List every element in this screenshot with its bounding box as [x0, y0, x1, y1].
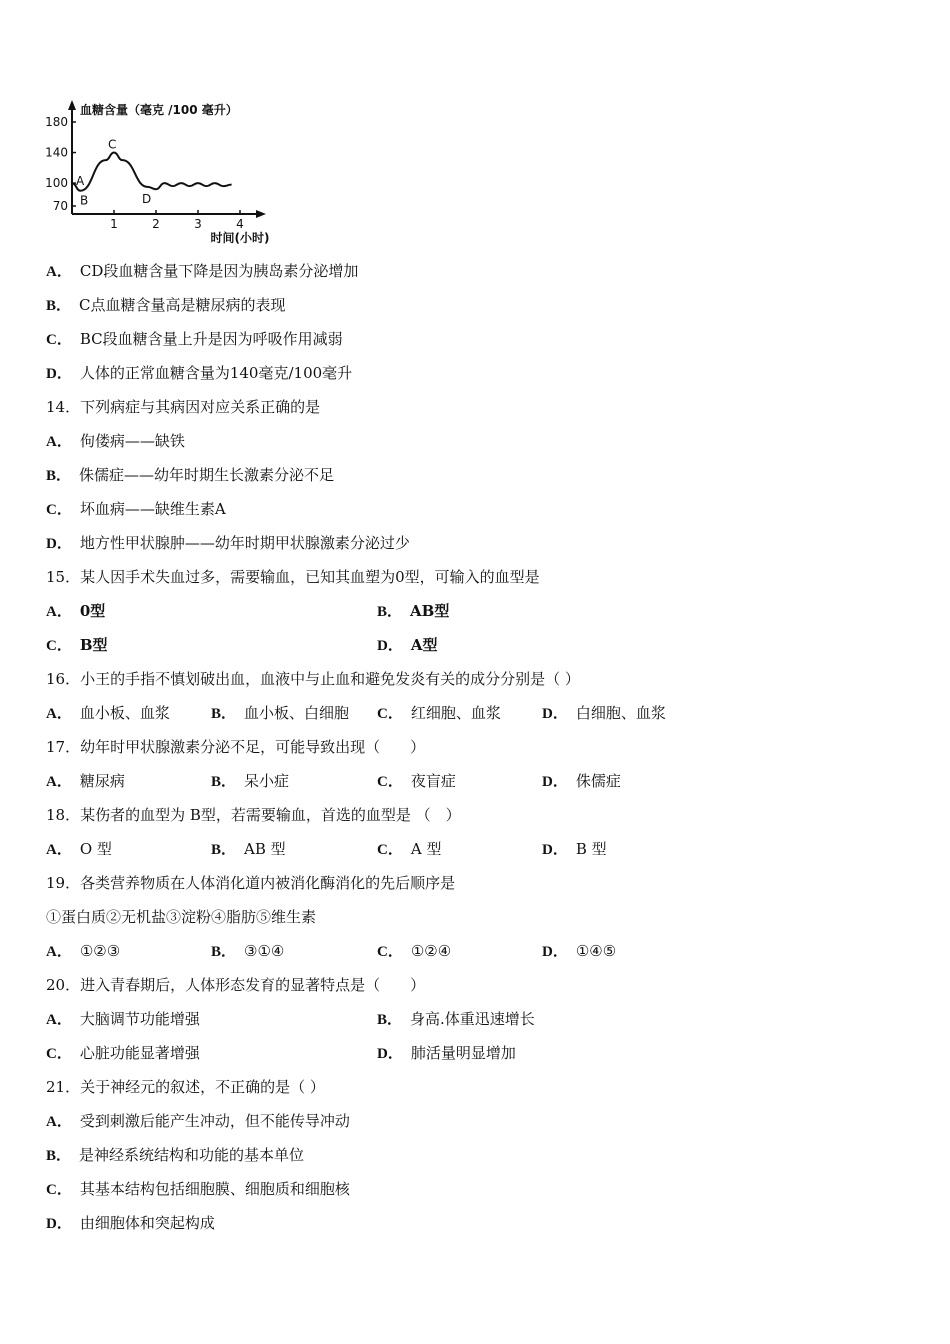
point-label-b: B: [80, 193, 89, 208]
option-text: BC段血糖含量上升是因为呼吸作用减弱: [79, 330, 343, 348]
q20-stem: 20．进入青春期后，人体形态发育的显著特点是（ ）: [46, 976, 426, 994]
option-label: C．: [377, 944, 403, 960]
option-text: ①④⑤: [575, 942, 617, 960]
option-text: 糖尿病: [79, 772, 125, 790]
q21-option-c[interactable]: [46, 1179, 350, 1200]
option-text: 血小板、血浆: [79, 704, 170, 722]
option-label: D．: [377, 638, 403, 654]
q13-option-a[interactable]: [46, 261, 358, 282]
q17-option-d[interactable]: [542, 771, 621, 792]
option-label: C．: [46, 638, 72, 654]
option-text: AB型: [410, 602, 450, 620]
q19-option-c[interactable]: [377, 941, 451, 962]
option-text: 肺活量明显增加: [410, 1044, 516, 1062]
option-label: D．: [542, 842, 568, 858]
q14-option-a[interactable]: [46, 431, 185, 452]
q19-option-d[interactable]: [542, 941, 616, 962]
q16-option-b[interactable]: [211, 703, 349, 724]
option-text: A 型: [410, 840, 442, 858]
option-label: A．: [46, 264, 72, 280]
option-label: A．: [46, 774, 72, 790]
q19-stem: 19．各类营养物质在人体消化道内被消化酶消化的先后顺序是: [46, 874, 456, 892]
option-label: B．: [211, 706, 237, 722]
y-axis-arrow: [68, 100, 76, 110]
option-label: B．: [377, 604, 403, 620]
q13-option-b[interactable]: [46, 295, 286, 316]
option-text: 红细胞、血浆: [410, 704, 501, 722]
option-label: B．: [46, 1148, 72, 1164]
point-label-c: C: [108, 137, 117, 152]
option-text: 侏儒症: [575, 772, 621, 790]
x-tick-label: 1: [110, 217, 118, 231]
option-text: A型: [410, 636, 438, 654]
option-label: D．: [46, 1216, 72, 1232]
option-text: ③①④: [244, 942, 285, 960]
q20-option-d[interactable]: [377, 1043, 516, 1064]
option-text: AB 型: [244, 840, 286, 858]
option-text: O 型: [79, 840, 112, 858]
x-tick-label: 3: [194, 217, 202, 231]
x-axis-arrow: [256, 210, 266, 218]
q20-option-a[interactable]: [46, 1009, 200, 1030]
option-text: 白细胞、血浆: [575, 704, 666, 722]
option-label: D．: [377, 1046, 403, 1062]
option-text: 呆小症: [244, 772, 290, 790]
option-label: A．: [46, 706, 72, 722]
q21-stem: 21．关于神经元的叙述，不正确的是（ ）: [46, 1078, 325, 1096]
x-tick-label: 2: [152, 217, 160, 231]
q17-option-b[interactable]: [211, 771, 289, 792]
q21-option-b[interactable]: [46, 1145, 304, 1166]
q16-option-d[interactable]: [542, 703, 666, 724]
q15-option-c[interactable]: [46, 635, 108, 656]
option-label: A．: [46, 944, 72, 960]
option-text: 地方性甲状腺肿——幼年时期甲状腺激素分泌过少: [79, 534, 410, 552]
q16-stem: 16．小王的手指不慎划破出血，血液中与止血和避免发炎有关的成分分别是（ ）: [46, 670, 580, 688]
option-text: C点血糖含量高是糖尿病的表现: [79, 296, 286, 314]
y-tick-label: 180: [45, 115, 68, 129]
blood-sugar-line: [72, 153, 232, 191]
y-tick-label: 100: [45, 176, 68, 191]
q20-option-b[interactable]: [377, 1009, 535, 1030]
option-text: 佝偻病——缺铁: [79, 432, 185, 450]
q15-option-d[interactable]: [377, 635, 437, 656]
q16-option-a[interactable]: [46, 703, 170, 724]
option-label: D．: [46, 366, 72, 382]
option-text: B型: [79, 636, 108, 654]
option-label: D．: [542, 944, 568, 960]
option-label: B．: [211, 774, 237, 790]
option-label: C．: [377, 842, 403, 858]
option-text: 血小板、白细胞: [244, 704, 350, 722]
q18-stem: 18．某伤者的血型为 B型，若需要输血，首选的血型是 （ ）: [46, 806, 461, 824]
q17-stem: 17．幼年时甲状腺激素分泌不足，可能导致出现（ ）: [46, 738, 426, 756]
q14-option-b[interactable]: [46, 465, 334, 486]
option-label: B．: [211, 944, 237, 960]
option-text: ①②④: [410, 942, 452, 960]
option-label: C．: [46, 1182, 72, 1198]
q14-option-c[interactable]: [46, 499, 226, 520]
option-label: D．: [542, 706, 568, 722]
option-text: 受到刺激后能产生冲动，但不能传导冲动: [79, 1112, 350, 1130]
option-label: A．: [46, 1114, 72, 1130]
q21-option-d[interactable]: [46, 1213, 215, 1234]
q18-option-a[interactable]: [46, 839, 112, 860]
y-tick-label: 70: [52, 199, 68, 213]
option-label: A．: [46, 1012, 72, 1028]
option-label: B．: [211, 842, 237, 858]
option-label: D．: [542, 774, 568, 790]
option-label: B．: [377, 1012, 403, 1028]
option-text: 心脏功能显著增强: [79, 1044, 200, 1062]
point-label-d: D: [142, 192, 152, 207]
option-text: 夜盲症: [410, 772, 456, 790]
q17-option-a[interactable]: [46, 771, 125, 792]
q18-option-d[interactable]: [542, 839, 607, 860]
option-text: 坏血病——缺维生素A: [79, 500, 226, 518]
option-label: B．: [46, 298, 72, 314]
x-tick-label: 4: [236, 217, 244, 231]
option-text: 侏儒症——幼年时期生长激素分泌不足: [79, 466, 335, 484]
q21-option-a[interactable]: [46, 1111, 350, 1132]
chart-title: 血糖含量（毫克 /100 毫升）: [80, 103, 238, 117]
q14-stem: 14．下列病症与其病因对应关系正确的是: [46, 398, 321, 416]
q20-option-c[interactable]: [46, 1043, 200, 1064]
q19-option-b[interactable]: [211, 941, 284, 962]
q13-option-c[interactable]: [46, 329, 343, 350]
q16-option-c[interactable]: [377, 703, 501, 724]
option-label: A．: [46, 842, 72, 858]
option-text: 人体的正常血糖含量为140毫克/100毫升: [79, 364, 353, 382]
option-label: C．: [46, 332, 72, 348]
option-text: 0型: [79, 602, 106, 620]
q13-option-d[interactable]: [46, 363, 352, 384]
point-label-a: A: [76, 174, 85, 189]
option-text: B 型: [575, 840, 607, 858]
q14-option-d[interactable]: [46, 533, 410, 554]
q18-option-c[interactable]: [377, 839, 441, 860]
q15-option-b[interactable]: [377, 601, 449, 622]
blood-sugar-chart: [40, 98, 280, 248]
option-label: D．: [46, 536, 72, 552]
q17-option-c[interactable]: [377, 771, 456, 792]
option-label: B．: [46, 468, 72, 484]
option-text: 由细胞体和突起构成: [79, 1214, 215, 1232]
q19-substem: ①蛋白质②无机盐③淀粉④脂肪⑤维生素: [46, 908, 317, 926]
q19-option-a[interactable]: [46, 941, 120, 962]
option-text: 其基本结构包括细胞膜、细胞质和细胞核: [79, 1180, 350, 1198]
option-text: CD段血糖含量下降是因为胰岛素分泌增加: [79, 262, 359, 280]
q15-option-a[interactable]: [46, 601, 105, 622]
q18-option-b[interactable]: [211, 839, 286, 860]
option-text: 是神经系统结构和功能的基本单位: [79, 1146, 305, 1164]
x-axis-label: 时间(小时): [210, 231, 270, 245]
option-label: C．: [377, 774, 403, 790]
option-text: 大脑调节功能增强: [79, 1010, 200, 1028]
option-label: C．: [46, 502, 72, 518]
option-label: A．: [46, 434, 72, 450]
option-label: A．: [46, 604, 72, 620]
option-text: 身高.体重迅速增长: [410, 1010, 535, 1028]
q15-stem: 15．某人因手术失血过多，需要输血，已知其血塑为0型，可输入的血型是: [46, 568, 540, 586]
option-text: ①②③: [79, 942, 121, 960]
y-tick-label: 140: [45, 145, 68, 160]
option-label: C．: [46, 1046, 72, 1062]
option-label: C．: [377, 706, 403, 722]
